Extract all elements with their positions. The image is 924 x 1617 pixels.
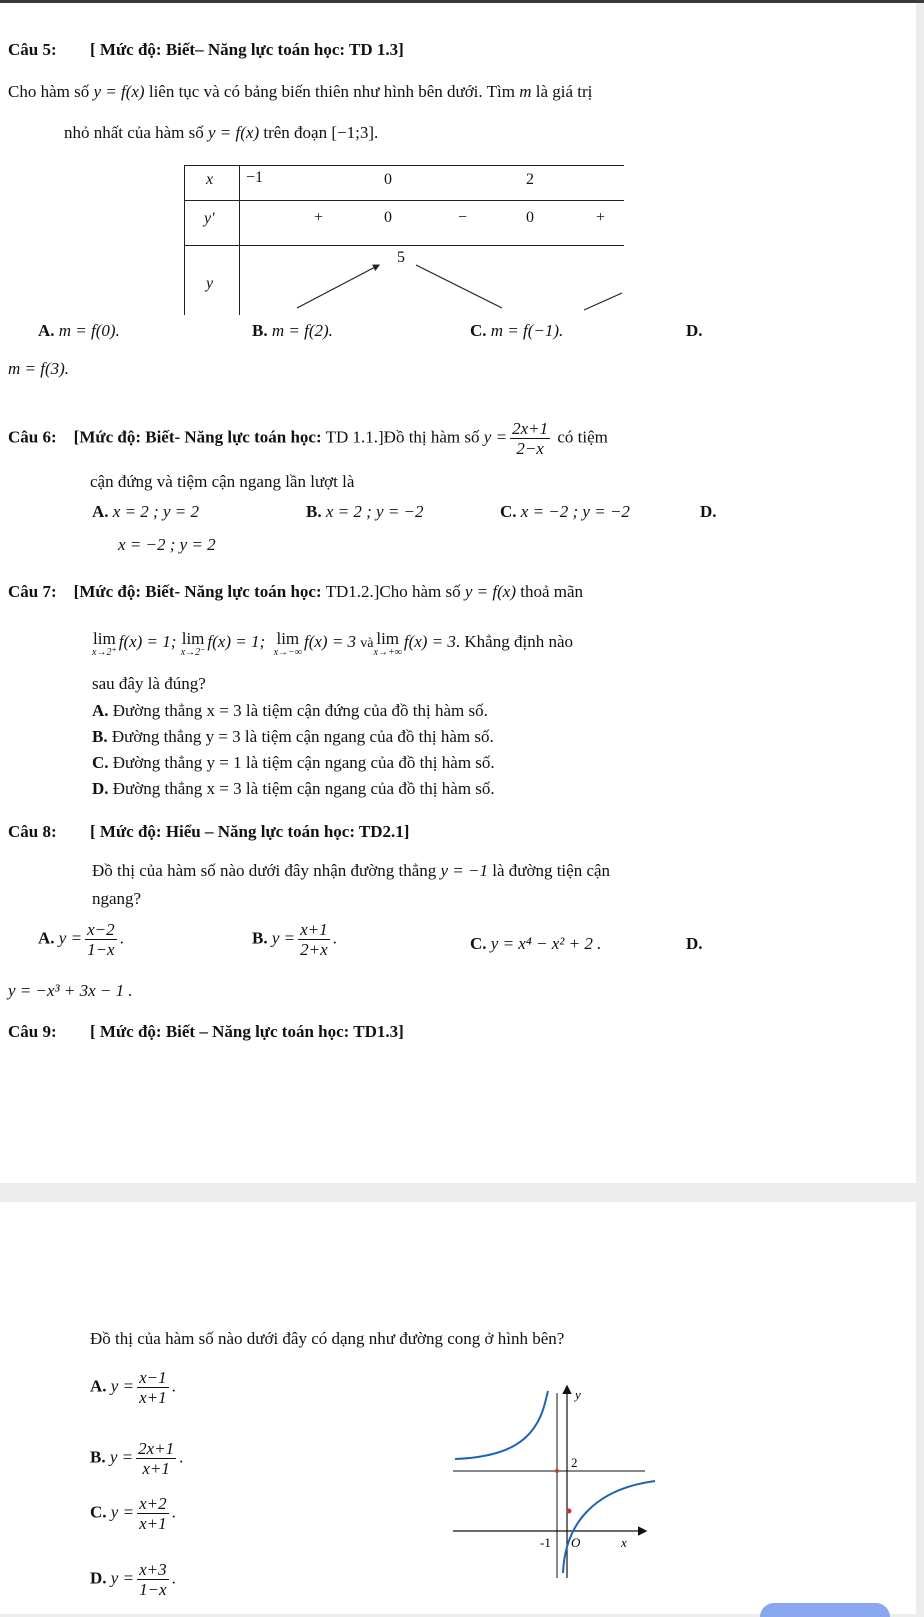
q7-option-d[interactable]: D. Đường thẳng x = 3 là tiệm cận ngang của đồ thị hàm số.: [92, 779, 495, 798]
table-x-val: 0: [384, 171, 392, 188]
q5-option-a[interactable]: A. m = f(0).: [38, 321, 120, 340]
q5-option-c[interactable]: C. m = f(−1).: [470, 321, 564, 340]
table-sign: 0: [526, 209, 534, 226]
q6-option-d-letter[interactable]: D.: [700, 502, 717, 521]
table-x-label: x: [206, 171, 214, 188]
q7-option-c[interactable]: C. Đường thẳng y = 1 là tiệm cận ngang của đồ thị hàm số.: [92, 753, 495, 772]
q10-question: Đồ thị của hàm số nào dưới đây có dạng như đường cong ở hình bên?: [90, 1329, 565, 1348]
q5-option-d-letter[interactable]: D.: [686, 321, 703, 340]
q7-line3: sau đây là đúng?: [92, 674, 206, 693]
table-y-max: 5: [397, 249, 405, 266]
page-1: [0, 3, 916, 1183]
table-sign: +: [314, 209, 324, 226]
table-arrows: [184, 165, 624, 315]
q5-option-d[interactable]: m = f(3).: [8, 359, 70, 378]
q6-option-c[interactable]: C. x = −2 ; y = −2: [500, 502, 630, 521]
q8-option-c[interactable]: C. y = x⁴ − x² + 2 .: [470, 934, 602, 953]
bottom-handle[interactable]: [760, 1603, 890, 1617]
q8-option-d-letter[interactable]: D.: [686, 934, 703, 953]
table-x-val: −1: [246, 169, 264, 186]
table-yp-label: y′: [204, 210, 215, 227]
table-x-val: 2: [526, 171, 534, 188]
q7-option-a[interactable]: A. Đường thẳng x = 3 là tiệm cận đứng của đồ thị hàm số.: [92, 701, 488, 720]
graph-y-label: y: [575, 1387, 581, 1402]
graph-tick-minus1: -1: [540, 1535, 551, 1550]
graph-origin: O: [571, 1535, 581, 1550]
q5-option-b[interactable]: B. m = f(2).: [252, 321, 333, 340]
q6-option-b[interactable]: B. x = 2 ; y = −2: [306, 502, 424, 521]
q5-line1: Cho hàm số y = f(x) liên tục và có bảng biến thiên như hình bên dưới. Tìm m là giá trị: [8, 82, 593, 101]
table-sign: −: [458, 209, 468, 226]
table-sign: +: [596, 209, 606, 226]
q6-line2: cận đứng và tiệm cận ngang lần lượt là: [90, 472, 355, 491]
q8-option-b[interactable]: B. y = $\frac{x+1}{2+x}$ .: [252, 920, 337, 959]
q7-limits: lim x→2⁺ f(x) = 1; lim x→2⁻ f(x) = 1; lim x→−∞ f(x) = 3 và lim x→+∞ f(x) = 3. Khẳng định nào: [92, 629, 573, 658]
q5-label: Câu 5:: [8, 40, 57, 59]
q8-line1: Đồ thị của hàm số nào dưới đây nhận đường thẳng y = −1 là đường tiện cận: [92, 861, 611, 880]
q6-line1: Câu 6: [Mức độ: Biết- Năng lực toán học: TD 1.1.]Đồ thị hàm số y = $\frac{2x+1}{2-x}$ có tiệm: [8, 419, 608, 458]
q8-option-d[interactable]: y = −x³ + 3x − 1 .: [8, 981, 133, 1000]
q8-tag: [ Mức độ: Hiểu – Năng lực toán học: TD2.1]: [90, 822, 410, 841]
graph-tick-2: 2: [571, 1455, 578, 1470]
q5-tag: [ Mức độ: Biết– Năng lực toán học: TD 1.3]: [90, 40, 404, 59]
q8-label: Câu 8:: [8, 822, 57, 841]
table-y-label: y: [206, 275, 214, 292]
q8-line2: ngang?: [92, 889, 142, 908]
hyperbola-graph: [445, 1383, 665, 1578]
q10-option-d[interactable]: D. y = $\frac{x+3}{1-x}$ .: [90, 1560, 176, 1599]
variation-table: [184, 165, 624, 315]
q9-label: Câu 9:: [8, 1022, 57, 1041]
q6-option-a[interactable]: A. x = 2 ; y = 2: [92, 502, 199, 521]
q10-option-b[interactable]: B. y = $\frac{2x+1}{x+1}$ .: [90, 1439, 184, 1478]
q5-line2: nhỏ nhất của hàm số y = f(x) trên đoạn [−1;3].: [64, 123, 379, 142]
q10-option-a[interactable]: A. y = $\frac{x-1}{x+1}$ .: [90, 1368, 176, 1407]
q10-option-c[interactable]: C. y = $\frac{x+2}{x+1}$ .: [90, 1494, 176, 1533]
q8-option-a[interactable]: A. y = $\frac{x-2}{1-x}$ .: [38, 920, 124, 959]
q6-option-d[interactable]: x = −2 ; y = 2: [118, 535, 216, 554]
q9-tag: [ Mức độ: Biết – Năng lực toán học: TD1.3]: [90, 1022, 404, 1041]
q7-line1: Câu 7: [Mức độ: Biết- Năng lực toán học: TD1.2.]Cho hàm số y = f(x) thoả mãn: [8, 582, 584, 601]
table-sign: 0: [384, 209, 392, 226]
graph-x-label: x: [621, 1535, 627, 1550]
q7-option-b[interactable]: B. Đường thẳng y = 3 là tiệm cận ngang của đồ thị hàm số.: [92, 727, 494, 746]
